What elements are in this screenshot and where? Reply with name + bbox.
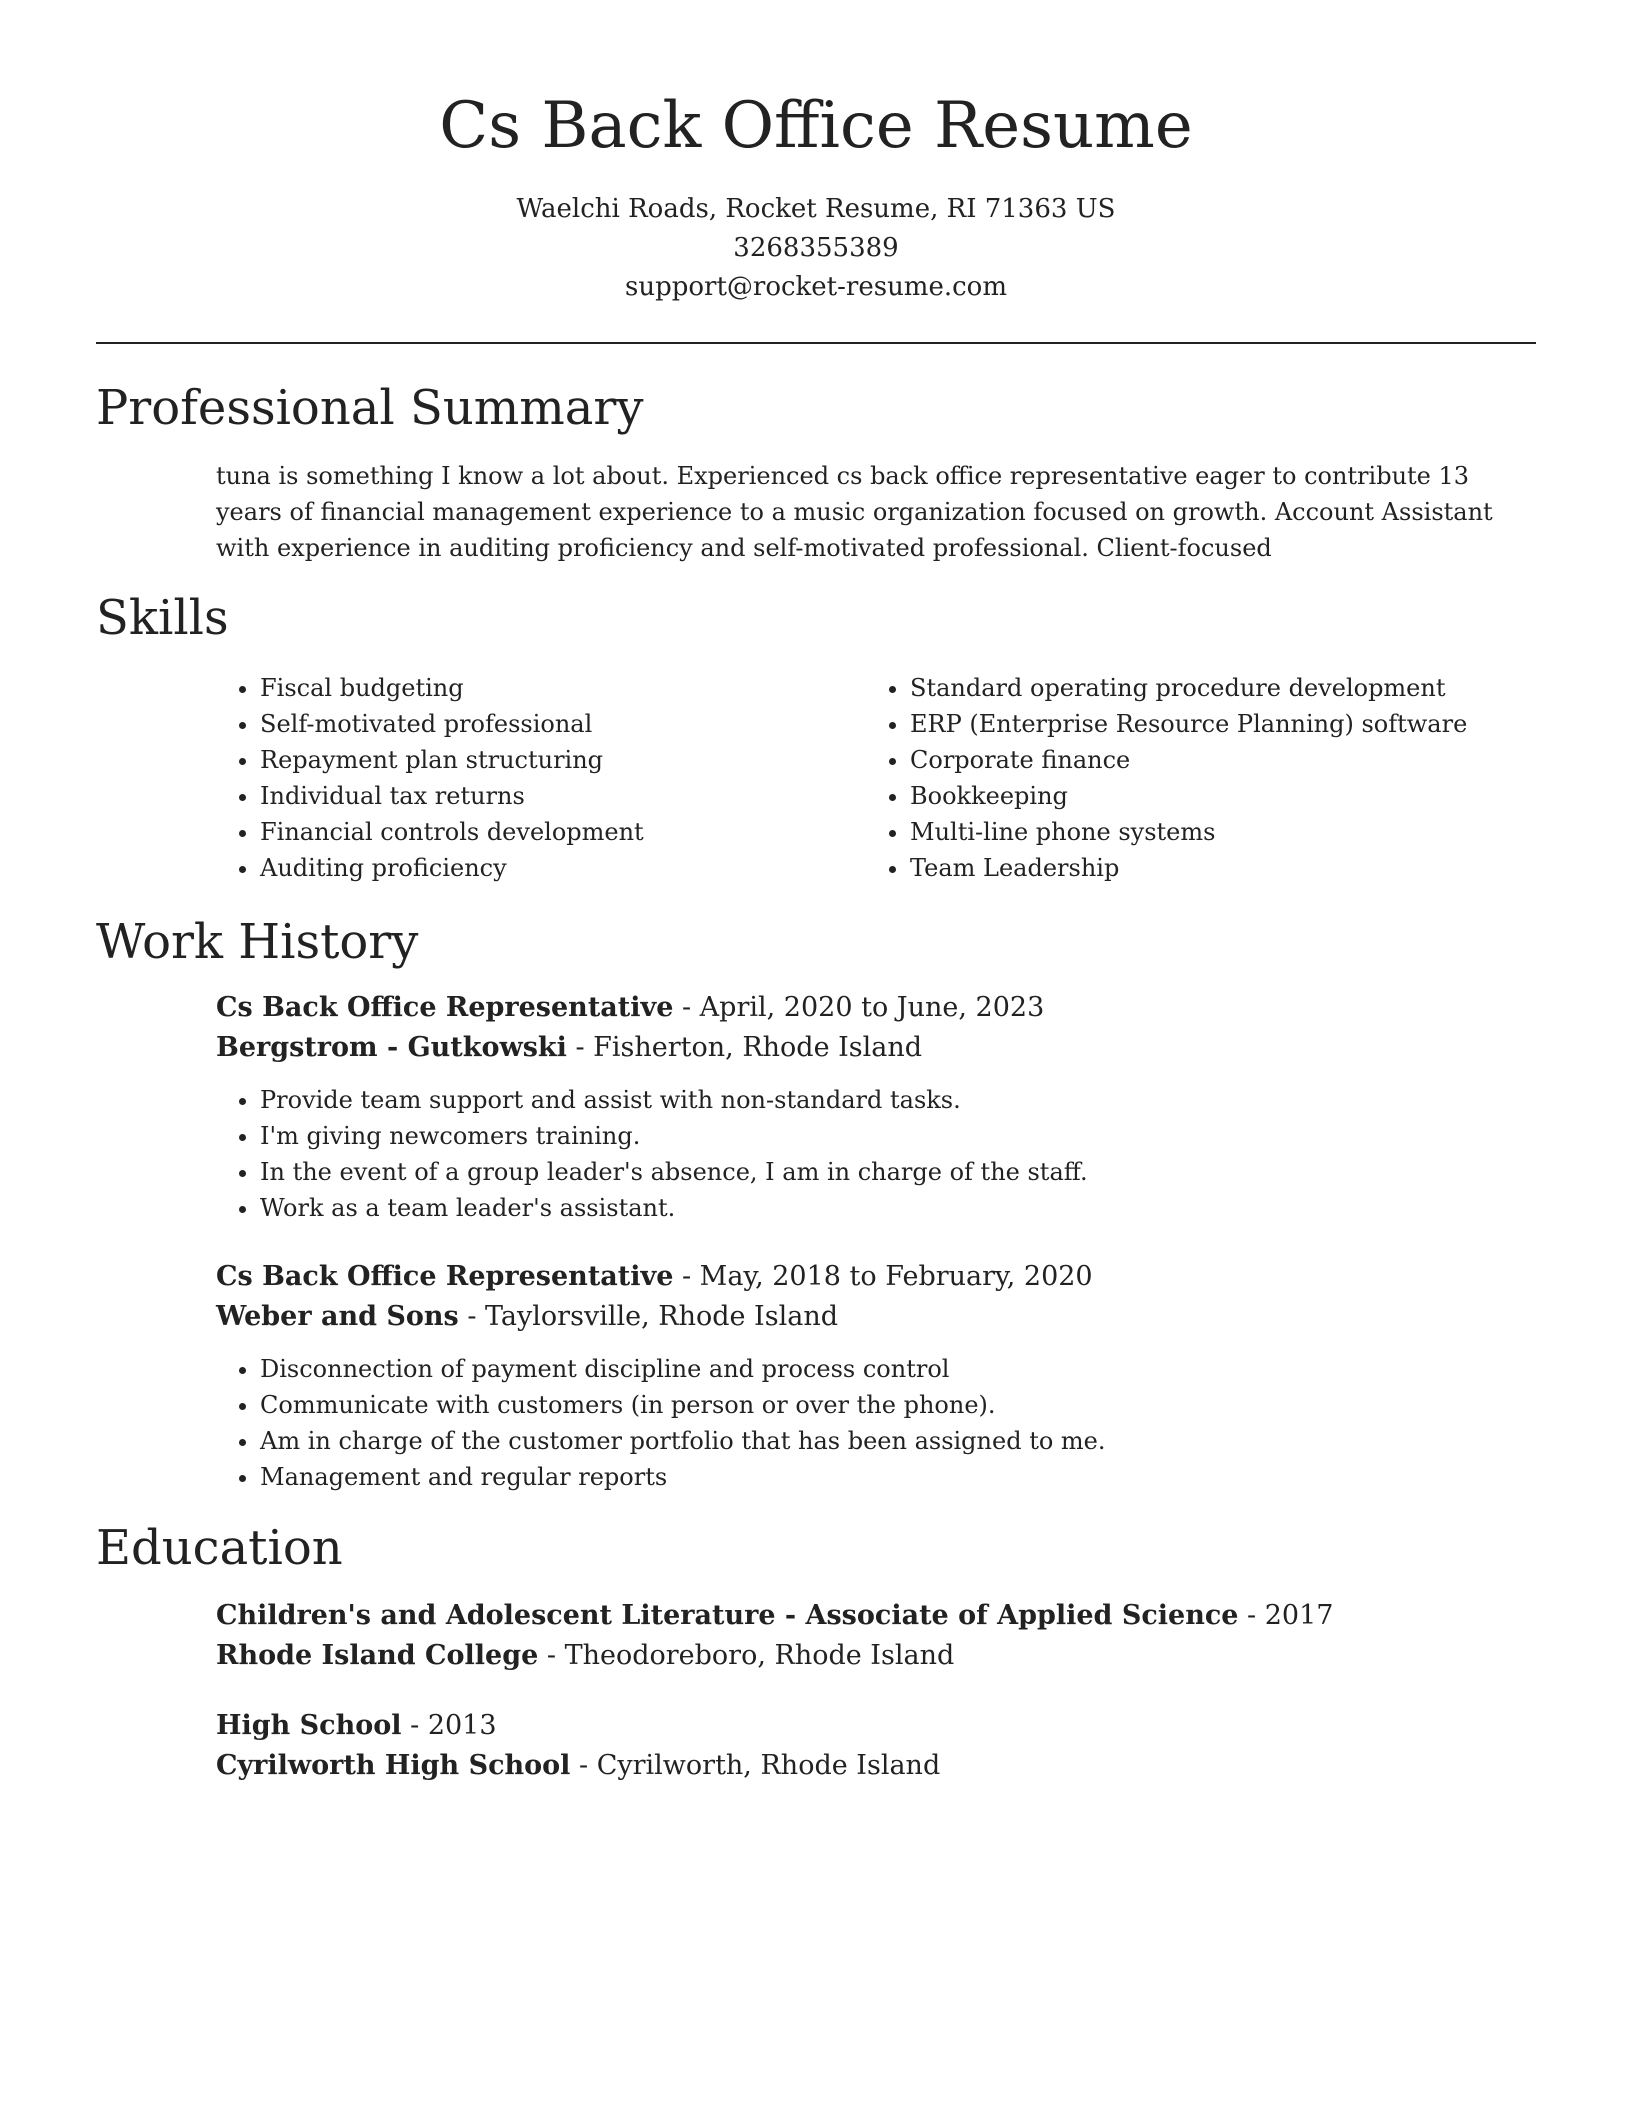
edu-school: Cyrilworth High School: [216, 1750, 571, 1781]
skills-section: [216, 670, 1536, 886]
skills-column-right: [866, 670, 1516, 886]
edu-degree: Children's and Adolescent Literature - Associate of Applied Science: [216, 1600, 1239, 1631]
edu-degree: High School: [216, 1710, 402, 1741]
summary-heading: Professional Summary: [96, 380, 644, 436]
skill-item: • Financial controls development: [260, 814, 866, 850]
job-bullet: • Provide team support and assist with non-standard tasks.: [260, 1082, 1536, 1118]
education-entry: [216, 1706, 1536, 1786]
summary-section: [216, 458, 1536, 566]
skill-item: • ERP (Enterprise Resource Planning) software: [910, 706, 1516, 742]
job-title: Cs Back Office Representative: [216, 992, 674, 1023]
contact-email: support@rocket-resume.com: [624, 272, 1007, 302]
job-bullet: • I'm giving newcomers training.: [260, 1118, 1536, 1154]
skill-item: • Auditing proficiency: [260, 850, 866, 886]
edu-degree-line: [216, 1596, 1536, 1636]
skill-item: • Multi-line phone systems: [910, 814, 1516, 850]
job-bullets: [216, 1351, 1536, 1495]
edu-year: - 2013: [401, 1710, 497, 1741]
edu-school-line: [216, 1636, 1536, 1676]
contact-phone: 3268355389: [733, 233, 899, 263]
skill-item: • Fiscal budgeting: [260, 670, 866, 706]
contact-block: [96, 190, 1536, 307]
summary-text: tuna is something I know a lot about. Experienced cs back office representative eager to contribute 13 years of financial management experience to a music organization focused on growth. Account Assistant with experience in auditing proficiency and self-motivated professional. Client-focused: [216, 462, 1493, 562]
job-bullet: • Work as a team leader's assistant.: [260, 1190, 1536, 1226]
job-bullet: • Communicate with customers (in person or over the phone).: [260, 1387, 1536, 1423]
job-bullet: • Am in charge of the customer portfolio that has been assigned to me.: [260, 1423, 1536, 1459]
job-location: - Taylorsville, Rhode Island: [458, 1301, 838, 1332]
job-bullet: • Disconnection of payment discipline and process control: [260, 1351, 1536, 1387]
skills-heading: Skills: [96, 590, 229, 646]
job-bullet: • In the event of a group leader's absence, I am in charge of the staff.: [260, 1154, 1536, 1190]
job-bullet: • Management and regular reports: [260, 1459, 1536, 1495]
job-entry: [216, 988, 1536, 1226]
job-company: Bergstrom - Gutkowski: [216, 1032, 567, 1063]
job-company-line: [216, 1297, 1536, 1337]
edu-location: - Cyrilworth, Rhode Island: [570, 1750, 941, 1781]
edu-location: - Theodoreboro, Rhode Island: [538, 1640, 955, 1671]
education-entry: [216, 1596, 1536, 1676]
skill-item: • Standard operating procedure development: [910, 670, 1516, 706]
skill-item: • Self-motivated professional: [260, 706, 866, 742]
contact-address: Waelchi Roads, Rocket Resume, RI 71363 US: [516, 194, 1116, 224]
job-location: - Fisherton, Rhode Island: [566, 1032, 923, 1063]
job-entry: [216, 1257, 1536, 1495]
job-company: Weber and Sons: [216, 1301, 459, 1332]
job-bullets: [216, 1082, 1536, 1226]
resume-header: [96, 80, 1536, 307]
work-heading: Work History: [96, 914, 419, 970]
job-title-line: [216, 1257, 1536, 1297]
edu-degree-line: [216, 1706, 1536, 1746]
edu-school-line: [216, 1746, 1536, 1786]
skill-item: • Corporate finance: [910, 742, 1516, 778]
edu-school: Rhode Island College: [216, 1640, 539, 1671]
skills-columns: [216, 670, 1536, 886]
job-company-line: [216, 1028, 1536, 1068]
header-divider: [96, 342, 1536, 344]
job-title-line: [216, 988, 1536, 1028]
education-heading: Education: [96, 1520, 343, 1576]
skill-item: • Team Leadership: [910, 850, 1516, 886]
edu-year: - 2017: [1238, 1600, 1334, 1631]
skills-column-left: [216, 670, 866, 886]
skill-item: • Repayment plan structuring: [260, 742, 866, 778]
skill-item: • Individual tax returns: [260, 778, 866, 814]
resume-title: Cs Back Office Resume: [439, 89, 1193, 163]
job-dates: - April, 2020 to June, 2023: [673, 992, 1045, 1023]
skill-item: • Bookkeeping: [910, 778, 1516, 814]
job-dates: - May, 2018 to February, 2020: [673, 1261, 1093, 1292]
job-title: Cs Back Office Representative: [216, 1261, 674, 1292]
